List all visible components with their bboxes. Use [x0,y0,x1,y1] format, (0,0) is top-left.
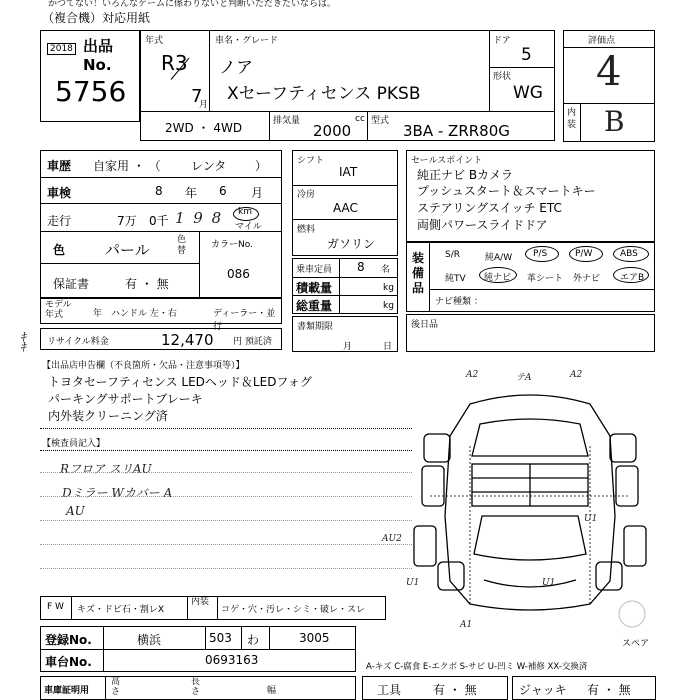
note-line-1: トヨタセーフティセンス LEDヘッド＆LEDフォグ [48,375,312,389]
cc-unit: cc [355,114,365,124]
inspection-label: 車検 [47,186,72,200]
mark-bottom-left: U1 [406,578,420,588]
mileage-label: 走行 [47,214,72,228]
navi-type-label: ナビ種類 ： [435,297,483,307]
mark-bottom-left-2: A1 [460,620,473,630]
warranty-label: 保証書 [53,277,90,291]
mileage-man: 7万 [117,214,137,228]
note-line-3: 内外装クリーニング済 [48,409,168,423]
equip-aw: 純A/W [485,253,513,263]
history-label: 車歴 [47,159,72,173]
post-items-label: 後日品 [411,320,439,330]
garage-width: 幅 [267,686,277,696]
mark-top-right: A2 [570,370,583,380]
colorno-value: 086 [227,267,250,281]
door-label: ドア [493,36,511,46]
history-value: レンタ [191,159,227,173]
garage-row [40,676,356,700]
fw-row [40,596,386,620]
mark-top-center: テA [516,373,532,383]
score-overall: 4 [596,49,622,95]
capacity-unit: 名 [381,265,391,275]
recycle-unit: 円 預託済 [233,337,272,347]
mileage-sen: 0千 [149,214,169,228]
history-close: ） [255,159,268,173]
mile-unit: マイル [235,222,262,232]
reg-region: 横浜 [137,633,162,647]
lot-label: 出品No. [83,37,114,74]
history-block [40,150,282,298]
equip-pw: P/W [575,249,593,259]
color-change-label: 色替 [177,235,187,256]
equip-sr: S/R [445,250,460,260]
door-value: 5 [521,45,532,65]
inspection-month-unit: 月 [251,186,264,200]
car-name: ノア [219,58,253,78]
mark-mid-right: U1 [584,514,598,524]
expire-day: 日 [383,342,393,352]
interior-label: 内装 [567,108,577,130]
inspector-line-3: AU [66,504,85,518]
damage-legend: A-キズ C-腐食 E-エクボ S-サビ U-凹ミ W-補修 XX-交換済 [366,662,588,672]
vin-label: 車台No. [45,655,92,669]
mark-lower-right: U1 [542,578,556,588]
color-label: 色 [53,243,66,257]
capacity-block [292,258,398,314]
score-interior: B [604,105,625,138]
shape-label: 形状 [493,72,512,82]
drive-row [140,111,555,141]
model-label: 型式 [371,116,390,126]
equipment-block [406,242,655,312]
capacity-value: 8 [357,260,365,274]
history-options: 自家用 ・ （ [93,159,161,173]
car-damage-diagram [410,366,650,636]
month-value: 7 [191,86,203,107]
equip-ext-navi: 外ナビ [573,274,601,284]
model-year-unit: 年 [93,309,103,319]
equip-tv: 純TV [445,274,466,284]
margin-scribble: ｷ ｷ [20,330,27,354]
note-line-2: パーキングサポートブレーキ [48,392,203,406]
color-value: パール [105,241,150,259]
recycle-label: リサイクル料金 [47,337,109,347]
month-unit: 月 [199,100,209,110]
expire-label: 書類期限 [297,322,334,332]
shift-label: シフト [297,156,325,166]
lot-year-tag: 2018 [47,43,76,55]
fuel-label: 燃料 [297,225,316,235]
equip-airbag: エアB [620,273,645,283]
tools-label: 工具 [377,683,402,697]
sales-line-1: 純正ナビ Bカメラ [417,168,514,182]
post-items-block [406,314,655,352]
ac-value: AAC [333,201,358,215]
inspector-line-1: Rフロア スリAU [60,462,152,476]
sales-line-3: ステアリングスイッチ ETC [417,201,562,215]
km-unit: km [238,207,252,217]
name-label: 車名・グレード [215,36,279,46]
notes-label: 【出品店申告欄（不良箇所・欠品・注意事項等）】 [42,361,245,371]
tools-value: 有 ・ 無 [433,683,477,697]
sales-line-4: 両側パワースライドドア [417,218,548,232]
jack-label: ジャッキ [519,683,567,697]
reg-number: 3005 [299,631,330,645]
car-grade: Xセーフティセンス PKSB [227,84,421,104]
mark-left-lower: AU2 [382,534,402,544]
year-value: R3 [161,51,188,75]
handle-text: ハンドル 左・右 [111,309,177,319]
expire-month: 月 [343,342,353,352]
equip-leather: 革シート [527,274,564,284]
score-box [563,30,655,142]
displacement-label: 排気量 [273,116,301,126]
model-value: 3BA - ZRR80G [403,122,510,140]
reg-kana: わ [247,633,260,647]
specs-block [292,150,398,256]
capacity-label: 乗車定員 [296,265,333,275]
model-year-row [40,298,282,332]
year-label: 年式 [145,36,164,46]
fw-int-label: 内装 [191,597,210,607]
model-year-label: モデル年式 [45,300,72,320]
weight-label: 総重量 [296,299,333,313]
mileage-digits: 1 9 8 [175,209,224,227]
inspection-year: 8 [155,184,163,198]
top-cut-text: かつてない！いろんなゲームに係わりないと判断いただきたいならば。 [48,0,337,9]
sales-block [406,150,655,242]
shift-value: IAT [339,165,358,179]
shape-value: WG [513,83,543,103]
inspection-year-unit: 年 [185,186,198,200]
lot-box [40,30,140,122]
fuel-value: ガソリン [327,237,376,251]
score-label: 評価点 [588,36,616,46]
garage-label: 車庫証明用 [44,686,90,696]
jack-value: 有 ・ 無 [587,683,631,697]
equip-abs: ABS [620,249,638,259]
vehicle-block [140,30,555,112]
vin-value: 0693163 [205,653,259,667]
tools-box [362,676,508,700]
inspector-label: 【検査員記入】 [42,439,106,449]
jack-box [512,676,656,700]
warranty-value: 有 ・ 無 [125,277,169,291]
spare-label: スペア [622,639,650,649]
mark-top-left: A2 [466,370,479,380]
dealer-text: ディーラー・並行 [213,309,276,332]
equipment-label: 装備品 [412,251,425,295]
equip-ps: P/S [533,249,548,259]
displacement-value: 2000 [313,122,352,140]
equip-navi: 純ナビ [484,273,512,283]
colorno-label: カラーNo. [211,240,253,250]
registration-block [40,626,356,672]
ac-label: 冷房 [297,190,316,200]
recycle-amount: 12,470 [161,331,214,349]
weight-unit: kg [383,301,394,311]
sales-label: セールスポイント [411,156,483,166]
load-unit: kg [383,283,394,293]
fw-label: F W [47,602,64,612]
load-label: 積載量 [296,281,333,295]
inspection-month: 6 [219,184,227,198]
lot-number: 5756 [55,75,127,108]
recycle-row [40,328,282,350]
inspector-line-2: Dミラー Wカバー A [62,486,173,500]
reg-label: 登録No. [45,633,92,647]
fw-int-items: コゲ・穴・汚レ・シミ・破レ・スレ [221,605,366,615]
garage-length: 長さ [191,677,201,697]
fw-items: キズ・ドビ石・割レX [77,605,164,615]
garage-height: 高さ [111,677,121,697]
drive-value: 2WD ・ 4WD [165,121,243,135]
reg-class: 503 [209,631,232,645]
form-note: （複合機）対応用紙 [42,11,151,25]
expire-block [292,316,398,352]
sales-line-2: プッシュスタート＆スマートキー [417,184,596,198]
